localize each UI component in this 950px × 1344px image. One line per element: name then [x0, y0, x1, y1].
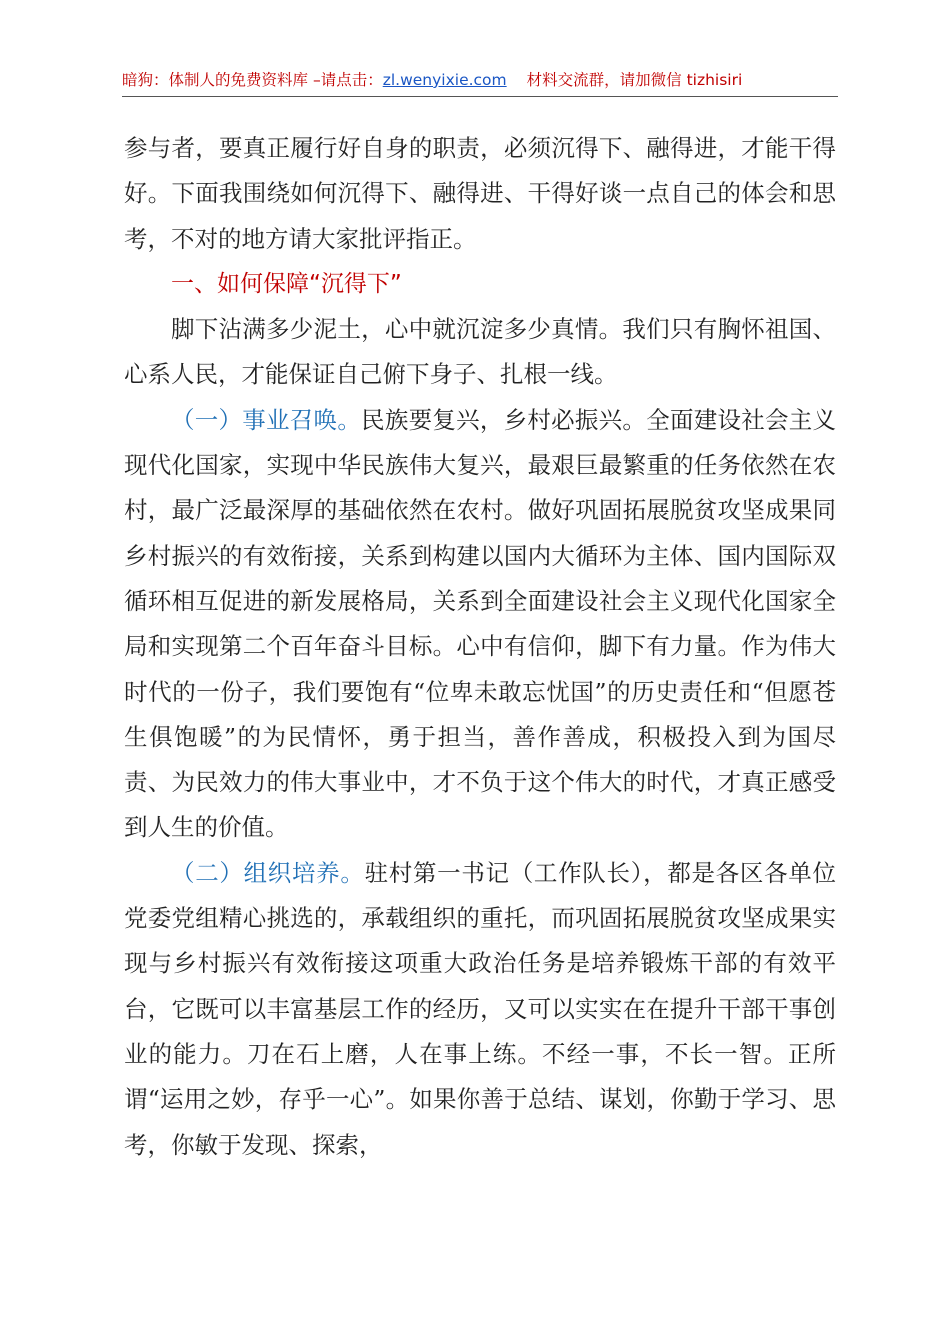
header-click-prefix: –请点击： — [308, 71, 383, 89]
page-header — [122, 66, 838, 94]
paragraph-section-1: 脚下沾满多少泥土，心中就沉淀多少真情。我们只有胸怀祖国、心系人民，才能保证自己俯下身子、扎根一线。 — [124, 315, 836, 389]
subsection-text-2: 驻村第一书记（工作队长），都是各区各单位党委党组精心挑选的，承载组织的重托，而巩固拓展脱贫攻坚成果实现与乡村振兴有效衔接这项重大政治任务是培养锻炼干部的有效平台，它既可以丰富基层工作的经历，又可以实实在在提升干部干事创业的能力。刀在石上磨，人在事上练。不经一事，不长一智。正所谓“运用之妙，存乎一心”。如果你善于总结、谋划，你勤于学习、思考，你敏于发现、探索， — [124, 858, 837, 1159]
section-heading-1: 一、如何保障“沉得下” — [171, 270, 402, 297]
header-brand: 暗狗：体制人的免费资料库 — [122, 71, 309, 89]
paragraph-intro: 参与者，要真正履行好自身的职责，必须沉得下、融得进，才能干得好。下面我围绕如何沉得下、融得进、干得好谈一点自己的体会和思考，不对的地方请大家批评指正。 — [124, 134, 836, 253]
header-note: 材料交流群，请加微信 tizhisiri — [526, 71, 743, 89]
subsection-title-2: （二）组织培养。 — [171, 858, 365, 887]
subsection-title-1: （一）事业召唤。 — [171, 405, 362, 434]
paragraph-subsection-2 — [124, 851, 836, 1168]
header-divider — [122, 96, 838, 97]
header-link[interactable]: zl.wenyixie.com — [382, 71, 507, 89]
paragraph-subsection-1 — [124, 398, 836, 851]
document-body — [124, 126, 836, 1168]
subsection-text-1: 民族要复兴，乡村必振兴。全面建设社会主义现代化国家，实现中华民族伟大复兴，最艰巨最繁重的任务依然在农村，最广泛最深厚的基础依然在农村。做好巩固拓展脱贫攻坚成果同乡村振兴的有效衔接，关系到构建以国内大循环为主体、国内国际双循环相互促进的新发展格局，关系到全面建设社会主义现代化国家全局和实现第二个百年奋斗目标。心中有信仰，脚下有力量。作为伟大时代的一份子，我们要饱有“位卑未敢忘忧国”的历史责任和“但愿苍生俱饱暖”的为民情怀，勇于担当，善作善成，积极投入到为国尽责、为民效力的伟大事业中，才不负于这个伟大的时代，才真正感受到人生的价值。 — [124, 405, 837, 842]
